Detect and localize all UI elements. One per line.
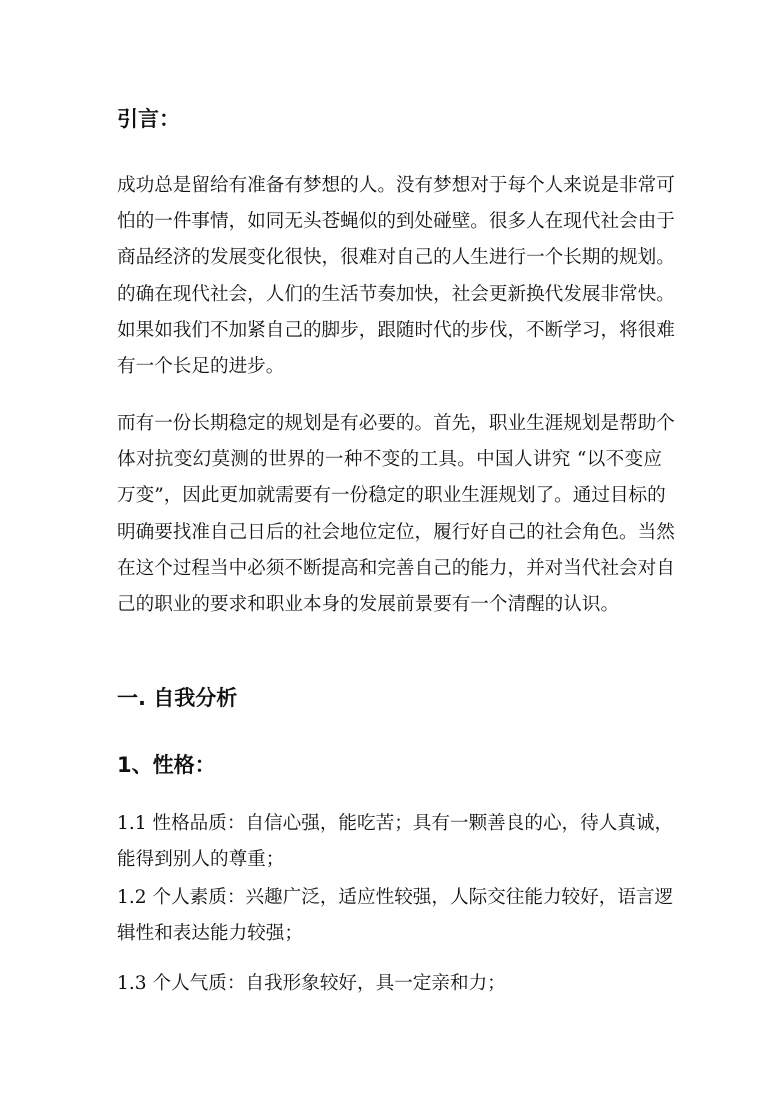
text-line: 能得到别人的尊重；	[117, 849, 285, 870]
text-line: 明确要找准自己日后的社会地位定位，履行好自己的社会角色。当然	[117, 521, 675, 543]
text-line: 体对抗变幻莫测的世界的一种不变的工具。中国人讲究 “以不变应	[117, 449, 662, 471]
list-item-character-quality	[117, 806, 674, 878]
subsection-heading-personality: 1、性格：	[117, 753, 216, 777]
text-line: 1.1 性格品质：自信心强，能吃苦；具有一颗善良的心，待人真诚，	[117, 813, 674, 834]
text-line: 怕的一件事情，如同无头苍蝇似的到处碰壁。很多人在现代社会由于	[117, 211, 675, 233]
text-line: 在这个过程当中必须不断提高和完善自己的能力，并对当代社会对自	[117, 557, 675, 579]
text-line: 而有一份长期稳定的规划是有必要的。首先，职业生涯规划是帮助个	[117, 413, 675, 434]
text-line: 商品经济的发展变化很快，很难对自己的人生进行一个长期的规划。	[117, 247, 675, 269]
list-item-personal-temperament	[117, 966, 662, 1002]
text-line: 成功总是留给有准备有梦想的人。没有梦想对于每个人来说是非常可	[117, 175, 675, 196]
text-line: 的确在现代社会，人们的生活节奏加快，社会更新换代发展非常快。	[117, 283, 675, 305]
list-item-personal-quality	[117, 880, 674, 952]
text-line: 1.3 个人气质：自我形象较好，具一定亲和力；	[117, 973, 506, 994]
text-line: 万变”，因此更加就需要有一份稳定的职业生涯规划了。通过目标的	[117, 485, 666, 507]
text-line: 如果如我们不加紧自己的脚步，跟随时代的步伐，不断学习，将很难	[117, 319, 675, 341]
text-line: 有一个长足的进步。	[117, 356, 285, 378]
text-line: 辑性和表达能力较强；	[117, 923, 303, 944]
intro-paragraph-2	[117, 406, 675, 623]
section-heading-self-analysis: 一. 自我分析	[117, 686, 238, 710]
intro-heading: 引言：	[117, 107, 180, 131]
intro-paragraph-1	[117, 168, 675, 385]
text-line: 己的职业的要求和职业本身的发展前景要有一个清醒的认识。	[117, 594, 620, 616]
text-line: 1.2 个人素质：兴趣广泛，适应性较强，人际交往能力较好，语言逻	[117, 887, 674, 908]
